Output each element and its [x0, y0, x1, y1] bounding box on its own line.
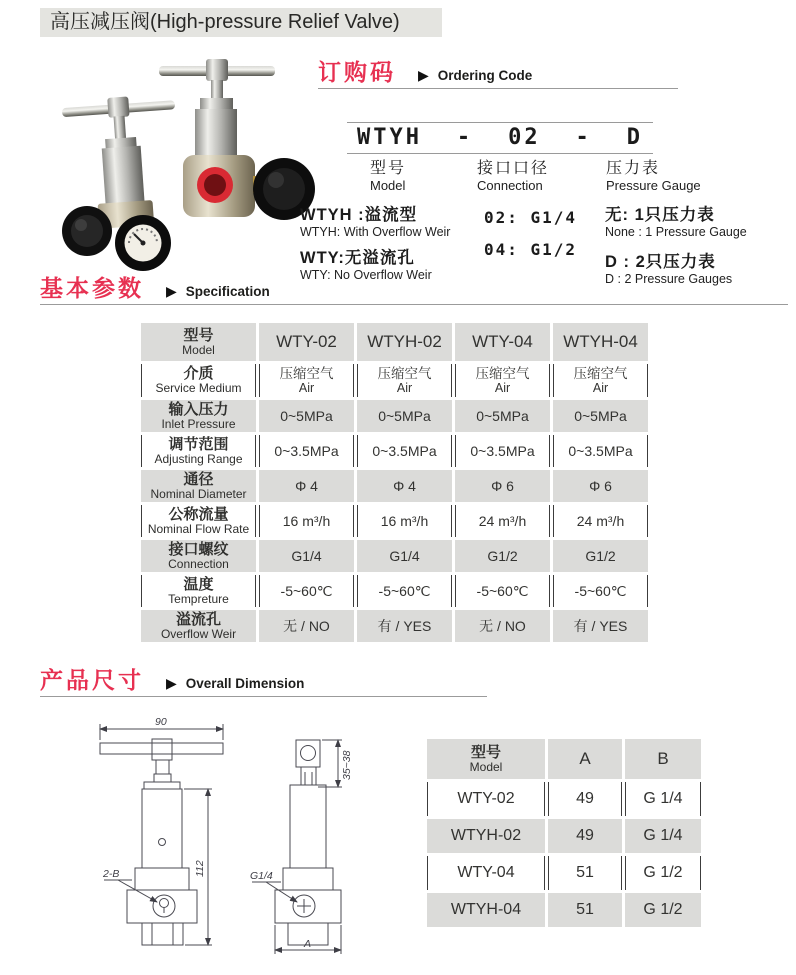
dim-stem-lines — [318, 740, 342, 787]
dimension-row: WTYH-04 51 G 1/2 — [427, 893, 701, 927]
valve-right-illustration — [159, 59, 315, 220]
gauge-option-2-cn: D : 2只压力表 — [605, 253, 716, 271]
code-label-model-cn: 型号 — [370, 160, 407, 177]
spec-row-overflow-weir: 溢流孔 Overflow Weir 无 / NO 有 / YES 无 / NO 有 / YES — [141, 610, 648, 642]
code-label-model — [370, 160, 406, 193]
dim-stem-label: 35~38 — [341, 750, 353, 780]
triangle-icon: ▶ — [166, 675, 177, 691]
front-view — [100, 739, 223, 945]
spec-table — [138, 320, 651, 645]
model-option-1 — [300, 206, 450, 240]
connection-option-2: 04: G1/2 — [484, 240, 578, 259]
dimension-section-heading — [40, 668, 487, 697]
dim-a-label: A — [304, 938, 312, 950]
spec-header-model-3: WTY-04 — [455, 323, 550, 361]
spec-row-adjusting-range: 调节范围 Adjusting Range 0~3.5MPa 0~3.5MPa 0~3.5MPa 0~3.5MPa — [141, 435, 648, 467]
dimension-header-b: B — [625, 739, 701, 779]
model-option-2-en: WTY: No Overflow Weir — [300, 268, 432, 282]
spec-row-nominal-diameter: 通径 Nominal Diameter Φ 4 Φ 4 Φ 6 Φ 6 — [141, 470, 648, 502]
spec-row-inlet-pressure: 输入压力 Inlet Pressure 0~5MPa 0~5MPa 0~5MPa 0~5MPa — [141, 400, 648, 432]
model-option-2-cn: WTY:无溢流孔 — [300, 249, 415, 267]
gauge-option-1 — [605, 206, 747, 240]
dim-height-label: 112 — [194, 860, 206, 877]
spec-row-flow-rate: 公称流量 Nominal Flow Rate 16 m³/h 16 m³/h 24 m³/h 24 m³/h — [141, 505, 648, 537]
code-label-connection-en: Connection — [477, 178, 543, 193]
gauge-option-1-cn: 无: 1只压力表 — [605, 206, 715, 224]
code-model: WTYH — [357, 125, 422, 150]
port-front-leader — [104, 880, 157, 902]
spec-row-medium: 介质 Service Medium 压缩空气 Air 压缩空气 Air 压缩空气 Air 压缩空气 Air — [141, 364, 648, 397]
port-front-label: 2-B — [103, 868, 120, 880]
code-connection: 02 — [508, 125, 541, 150]
dimension-header-model: 型号 Model — [427, 739, 545, 779]
spec-row-temperature: 温度 Tempreture -5~60℃ -5~60℃ -5~60℃ -5~60℃ — [141, 575, 648, 607]
code-label-model-en: Model — [370, 178, 406, 193]
dimension-row: WTYH-02 49 G 1/4 — [427, 819, 701, 853]
dimension-header-a: A — [548, 739, 622, 779]
spec-header-label: 型号 Model — [141, 323, 256, 361]
spec-section-heading — [40, 276, 788, 305]
connection-options — [484, 208, 577, 272]
spec-header-model-1: WTY-02 — [259, 323, 354, 361]
dimension-heading-en: Overall Dimension — [185, 676, 305, 691]
dim-width-label: 90 — [155, 716, 167, 728]
dimension-heading-cn: 产品尺寸 — [40, 667, 144, 693]
page-title: 高压减压阀(High-pressure Relief Valve) — [40, 8, 442, 37]
ordering-section-heading — [318, 60, 678, 89]
triangle-icon: ▶ — [166, 283, 177, 299]
spec-heading-en: Specification — [185, 284, 270, 299]
model-option-1-en: WTYH: With Overflow Weir — [300, 225, 451, 239]
spec-row-thread: 接口螺纹 Connection G1/4 G1/4 G1/2 G1/2 — [141, 540, 648, 572]
gauge-option-1-en: None : 1 Pressure Gauge — [605, 225, 747, 239]
code-label-gauge-en: Pressure Gauge — [606, 178, 701, 193]
code-label-connection — [477, 160, 549, 193]
code-label-connection-cn: 接口口径 — [477, 160, 550, 177]
ordering-heading-cn: 订购码 — [318, 59, 396, 85]
gauge-small-right — [115, 215, 171, 271]
code-label-gauge-cn: 压力表 — [606, 160, 661, 177]
ordering-code — [347, 122, 653, 154]
dimension-header-row — [427, 739, 701, 779]
spec-header-model-2: WTYH-02 — [357, 323, 452, 361]
code-dash2: - — [575, 125, 592, 150]
product-photo — [38, 46, 330, 282]
spec-header-row — [141, 323, 648, 361]
model-option-1-cn: WTYH :溢流型 — [300, 206, 418, 224]
dimension-table — [424, 736, 704, 930]
spec-header-model-4: WTYH-04 — [553, 323, 648, 361]
connection-option-1: 02: G1/4 — [484, 208, 578, 227]
dimension-drawing — [56, 710, 424, 972]
dimension-row: WTY-04 51 G 1/2 — [427, 856, 701, 890]
gauge-small-left — [62, 206, 112, 256]
code-dash1: - — [456, 125, 474, 150]
ordering-heading-en: Ordering Code — [437, 68, 533, 83]
code-gauge: D — [626, 125, 643, 150]
side-view — [275, 740, 341, 945]
spec-heading-cn: 基本参数 — [40, 275, 144, 301]
triangle-icon: ▶ — [418, 67, 429, 83]
port-side-label: G1/4 — [250, 870, 273, 882]
dimension-row: WTY-02 49 G 1/4 — [427, 782, 701, 816]
code-label-gauge — [606, 160, 701, 193]
gauge-option-2-en: D : 2 Pressure Gauges — [605, 272, 733, 286]
